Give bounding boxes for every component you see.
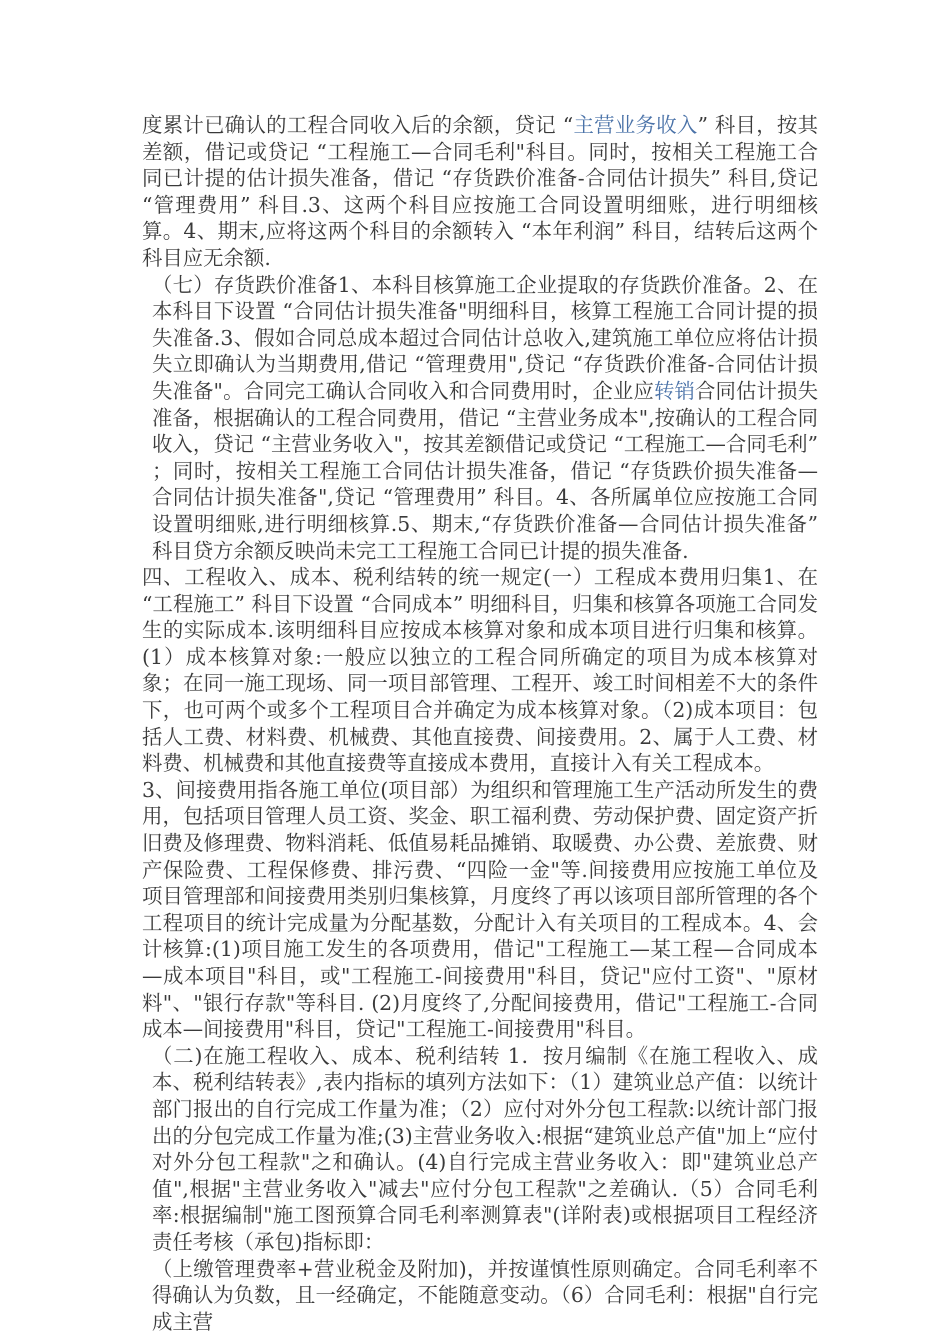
- text-run: （七）存货跌价准备1、本科目核算施工企业提取的存货跌价准备。2、在本科目下设置 “合同估计损失准备"明细科目，核算工程施工合同计提的损失准备.3、假如合同总成本超过合同估计总收入,建筑施工单位应将估计损失立即确认为当期费用,借记 “管理费用",贷记 “存货跌价准备-合同估计损失准备"。合同完工确认合同收入和合同费用时，企业应: [152, 272, 818, 403]
- text-run: （上缴管理费率+营业税金及附加)，并按谨慎性原则确定。合同毛利率不得确认为负数，且一经确定，不能随意变动。（6）合同毛利：根据"自行完成主营: [152, 1256, 818, 1334]
- text-run: ” 科目，按其差额，借记或贷记 “工程施工—合同毛利"科目。同时，按相关工程施工合同已计提的估计损失准备，借记 “存货跌价准备-合同估计损失” 科目,贷记 “管理费用” 科目.3、这两个科目应按施工合同设置明细账，进行明细核算。4、期末,应将这两个科目的余额转入 “本年利润” 科目，结转后这两个科目应无余额.: [142, 113, 819, 270]
- text-run: 度累计已确认的工程合同收入后的余额，贷记 “: [142, 113, 574, 137]
- paragraph: [142, 272, 818, 565]
- paragraph: [142, 1043, 818, 1256]
- text-run: （二)在施工程收入、成本、税利结转 1．按月编制《在施工程收入、成本、税利结转表》,表内指标的填列方法如下：（1）建筑业总产值：以统计部门报出的自行完成工作量为准；（2）应付对外分包工程款:以统计部门报出的分包完成工作量为准;(3)主营业务收入:根据“建筑业总产值"加上“应付对外分包工程款"之和确认。(4)自行完成主营业务收入：即"建筑业总产值",根据"主营业务收入"减去"应付分包工程款"之差确认.（5）合同毛利率:根据编制"施工图预算合同毛利率测算表"(详附表)或根据项目工程经济责任考核（承包)指标即：: [152, 1043, 818, 1254]
- text-run: 四、工程收入、成本、税利结转的统一规定(一）工程成本费用归集1、在 “工程施工” 科目下设置 “合同成本” 明细科目，归集和核算各项施工合同发生的实际成本.该明细科目应按成本核算对象和成本项目进行归集和核算。(1）成本核算对象:一般应以独立的工程合同所确定的项目为成本核算对象；在同一施工现场、同一项目部管理、工程开、竣工时间相差不大的条件下，也可两个或多个工程项目合并确定为成本核算对象。（2)成本项目：包括人工费、材料费、机械费、其他直接费、间接费用。2、属于人工费、材料费、机械费和其他直接费等直接成本费用，直接计入有关工程成本。: [142, 565, 818, 776]
- paragraph: [142, 112, 818, 272]
- paragraph: [142, 1256, 818, 1336]
- text-run: 3、间接费用指各施工单位(项目部）为组织和管理施工生产活动所发生的费用，包括项目管理人员工资、奖金、职工福利费、劳动保护费、固定资产折旧费及修理费、物料消耗、低值易耗品摊销、取暖费、办公费、差旅费、财产保险费、工程保修费、排污费、“四险一金"等.间接费用应按施工单位及项目管理部和间接费用类别归集核算，月度终了再以该项目部所管理的各个工程项目的统计完成量为分配基数，分配计入有关项目的工程成本。4、会计核算:(1)项目施工发生的各项费用，借记"工程施工—某工程—合同成本—成本项目"科目，或"工程施工-间接费用"科目，贷记"应付工资"、"原材料"、"银行存款"等科目. (2)月度终了,分配间接费用，借记"工程施工-合同成本—间接费用"科目，贷记"工程施工-间接费用"科目。: [142, 777, 818, 1042]
- inline-link[interactable]: 转销: [653, 378, 696, 403]
- paragraph: [142, 777, 818, 1043]
- paragraph: [142, 564, 818, 777]
- text-run: 合同估计损失准备，根据确认的工程合同费用，借记 “主营业务成本",按确认的工程合同收入，贷记 “主营业务收入"，按其差额借记或贷记 “工程施工—合同毛利” ；同时，按相关工程施工合同估计损失准备，借记 “存货跌价损失准备—合同估计损失准备",贷记 “管理费用” 科目。4、各所属单位应按施工合同设置明细账,进行明细核算.5、期末,“存货跌价准备—合同估计损失准备” 科目贷方余额反映尚未完工工程施工合同已计提的损失准备.: [152, 378, 819, 563]
- document-text-body: [142, 112, 818, 1335]
- inline-link[interactable]: 主营业务收入: [573, 113, 698, 137]
